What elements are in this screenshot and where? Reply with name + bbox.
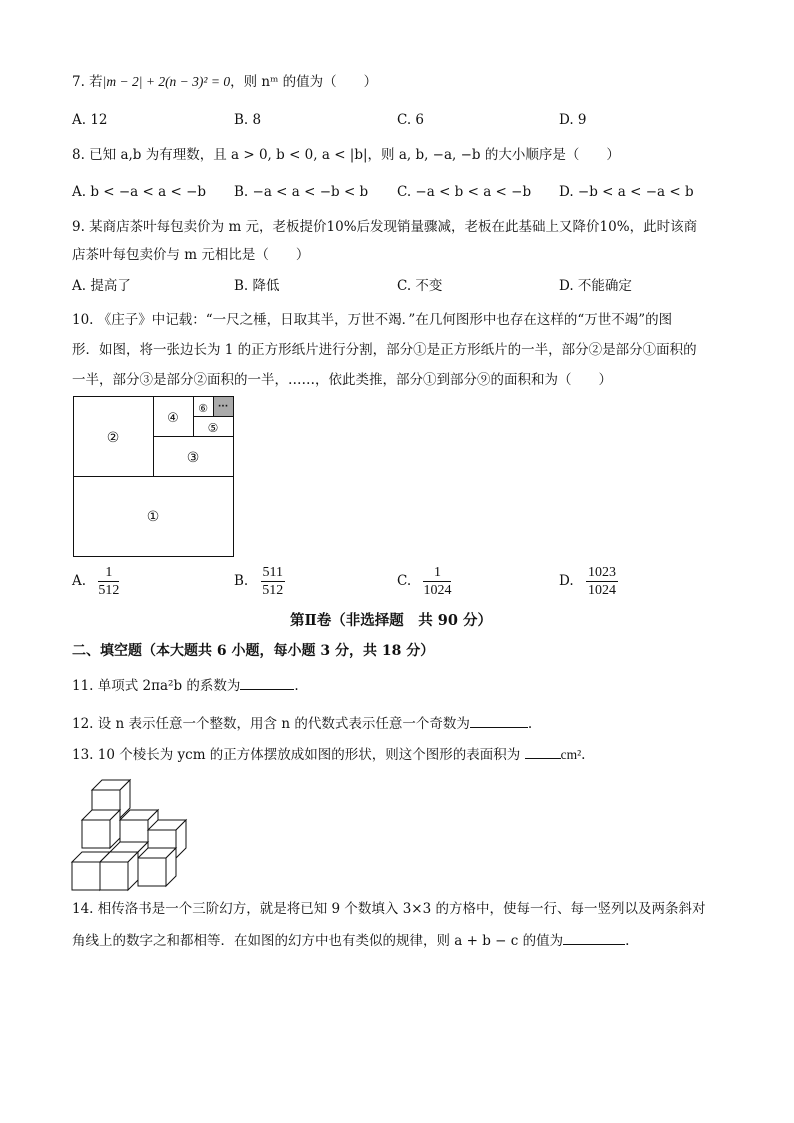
q9-option-d[interactable]: D. 不能确定 [559,278,632,294]
figure-label-6: ⑥ [198,402,208,415]
q7-option-d[interactable]: D. 9 [559,112,587,128]
q10-stem-line3: 一半，部分③是部分②面积的一半，……，依此类推，部分①到部分⑨的面积和为（ ） [72,372,612,388]
q10-option-c-fraction: $\frac{1}{1024}$ [423,565,452,598]
q11-stem: 11. 单项式 2πa²b 的系数为 . [72,678,299,694]
q7-option-b[interactable]: B. 8 [234,112,262,128]
q8-stem: 8. 已知 a,b 为有理数，且 a > 0, b < 0, a < |b|，则 a, b, −a, −b 的大小顺序是（ ） [72,147,620,163]
figure-label-3: ③ [186,450,200,466]
q10-option-b[interactable]: B. $\frac{511}{512}$ [234,565,284,598]
q10-option-b-fraction: $\frac{511}{512}$ [262,565,284,598]
q12-stem: 12. 设 n 表示任意一个整数，用含 n 的代数式表示任意一个奇数为 . [72,716,533,732]
q7-stem: 7. 若|m − 2| + 2(n − 3)² = 0，则 nᵐ 的值为（ ） [72,74,378,90]
q10-stem-line1: 10. 《庄子》中记载：“一尺之棰，日取其半，万世不竭．”在几何图形中也存在这样的“万世不竭”的图 [72,312,673,328]
cube-bottom-4 [100,852,138,890]
q9-option-b[interactable]: B. 降低 [234,278,280,294]
cube-stack-figure [70,776,196,892]
cube-bottom-3 [138,848,176,886]
figure-label-ellipsis: ··· [217,402,229,412]
q8-option-a[interactable]: A. b < −a < a < −b [72,184,207,200]
q11-answer-blank[interactable] [240,689,294,690]
q9-stem-line1: 9. 某商店茶叶每包卖价为 m 元，老板提价10%后发现销量骤减，老板在此基础上又降价10%，此时该商 [72,219,698,235]
q8-option-b[interactable]: B. −a < a < −b < b [234,184,369,200]
q8-option-c[interactable]: C. −a < b < a < −b [397,184,532,200]
square-division-figure [73,396,235,558]
figure-label-4: ④ [167,411,179,426]
q10-option-d[interactable]: D. $\frac{1023}{1024}$ [559,565,616,598]
section2-title: 二、填空题（本大题共 6 小题，每小题 3 分，共 18 分） [72,643,435,659]
q14-stem-line1: 14. 相传洛书是一个三阶幻方，就是将已知 9 个数填入 3×3 的方格中，使每一行、每一竖列以及两条斜对 [72,901,706,917]
q10-option-a-fraction: $\frac{1}{512}$ [98,565,120,598]
figure-label-2: ② [106,430,120,446]
q9-stem-line2: 店茶叶每包卖价与 m 元相比是（ ） [72,247,310,263]
q10-option-d-fraction: $\frac{1023}{1024}$ [587,565,616,598]
q9-option-c[interactable]: C. 不变 [397,278,443,294]
q10-stem-line2: 形．如图，将一张边长为 1 的正方形纸片进行分割，部分①是正方形纸片的一半，部分②是部分①面积的 [72,342,697,358]
q7-option-a[interactable]: A. 12 [72,112,108,128]
figure-label-1: ① [146,509,160,525]
cube-row2-left [82,810,120,848]
part2-title: 第Ⅱ卷（非选择题 共 90 分） [290,612,492,629]
q8-option-d[interactable]: D. −b < a < −a < b [559,184,694,200]
figure-label-5: ⑤ [207,421,219,435]
q7-option-c[interactable]: C. 6 [397,112,425,128]
q10-option-c[interactable]: C. $\frac{1}{1024}$ [397,565,452,598]
q9-option-a[interactable]: A. 提高了 [72,278,131,294]
q14-answer-blank[interactable] [563,944,625,945]
q13-stem: 13. 10 个棱长为 ycm 的正方体摆放成如图的形状，则这个图形的表面积为 cm². [72,747,586,763]
q12-answer-blank[interactable] [470,727,528,728]
q13-answer-blank[interactable] [525,758,561,759]
q14-stem-line2: 角线上的数字之和都相等．在如图的幻方中也有类似的规律，则 a + b − c 的值为 . [72,933,630,949]
q10-option-a[interactable]: A. $\frac{1}{512}$ [72,565,120,598]
